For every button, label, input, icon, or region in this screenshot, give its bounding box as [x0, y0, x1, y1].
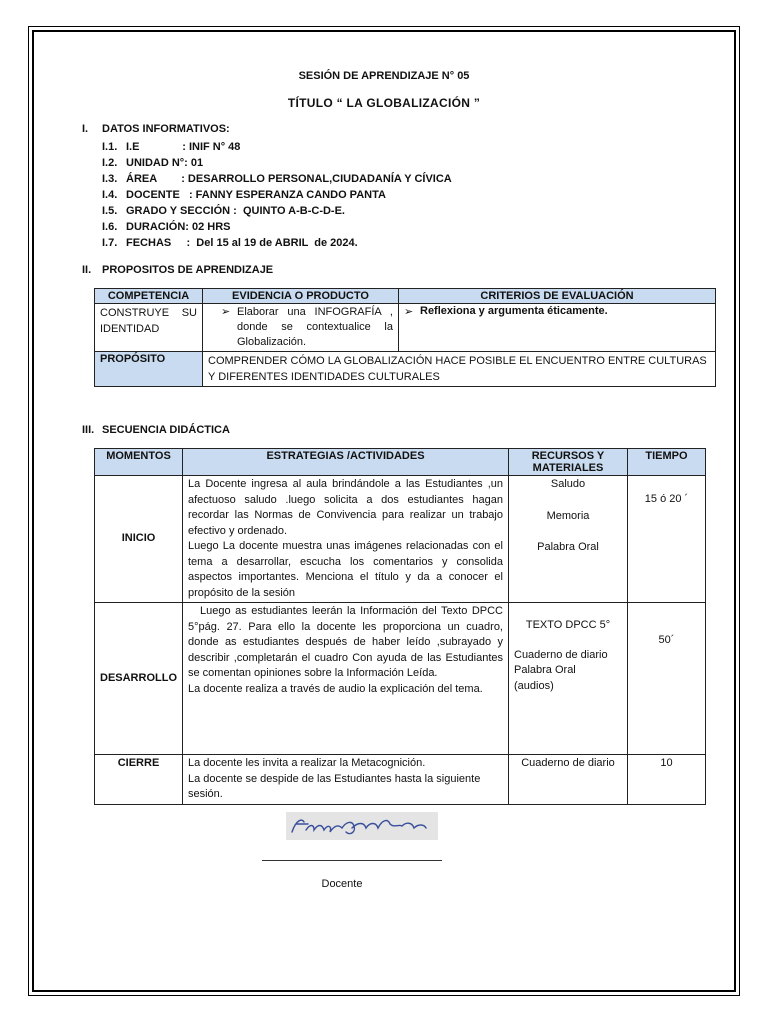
col-header: EVIDENCIA O PRODUCTO — [203, 289, 399, 304]
table-row — [95, 352, 716, 387]
recursos-cell — [509, 476, 628, 603]
propositos-table — [94, 288, 716, 387]
section-number: II. — [82, 264, 92, 276]
actividad-paragraph: La docente se despide de las Estudiantes hasta la siguiente sesión. — [188, 772, 481, 800]
actividades-cell — [183, 755, 509, 805]
actividad-paragraph: La docente les invita a realizar la Metacognición. — [188, 757, 426, 769]
section-number: I. — [82, 123, 89, 135]
col-header: COMPETENCIA — [95, 289, 203, 304]
table-row — [95, 603, 706, 755]
section-datos-informativos — [82, 123, 230, 135]
info-num: I.6. — [102, 221, 118, 233]
info-num: I.5. — [102, 205, 118, 217]
info-item — [102, 219, 452, 235]
tiempo-cell: 15 ó 20 ´ — [628, 476, 706, 603]
competencia-cell: CONSTRUYE SU IDENTIDAD — [95, 304, 203, 352]
tiempo-cell: 10 — [628, 755, 706, 805]
signature-line — [262, 860, 442, 861]
col-header: CRITERIOS DE EVALUACIÓN — [399, 289, 716, 304]
recursos-cell: Cuaderno de diario — [509, 755, 628, 805]
proposito-label: PROPÓSITO — [95, 352, 203, 387]
info-text: ÁREA : DESARROLLO PERSONAL,CIUDADANÍA Y CÍVICA — [126, 173, 452, 185]
recursos-cell — [509, 603, 628, 755]
info-text: FECHAS : Del 15 al 19 de ABRIL de 2024. — [126, 237, 358, 249]
recurso-item: TEXTO DPCC 5° — [525, 619, 611, 631]
info-text: I.E : INIF N° 48 — [126, 141, 241, 153]
criterio-cell — [399, 304, 716, 352]
info-num: I.1. — [102, 141, 118, 153]
momento-cell: DESARROLLO — [95, 603, 183, 755]
info-item — [102, 139, 452, 155]
section-label: DATOS INFORMATIVOS: — [102, 123, 230, 135]
info-item — [102, 171, 452, 187]
recurso-item: Palabra Oral — [537, 541, 599, 553]
proposito-text: COMPRENDER CÓMO LA GLOBALIZACIÓN HACE POSIBLE EL ENCUENTRO ENTRE CULTURAS Y DIFERENTES IDENTIDADES CULTURALES — [203, 352, 716, 387]
info-num: I.7. — [102, 237, 118, 249]
evidencia-item — [221, 305, 393, 350]
signature-role: Docente — [321, 878, 363, 890]
section-label: SECUENCIA DIDÁCTICA — [102, 424, 230, 436]
section-propositos — [82, 264, 273, 276]
col-header: RECURSOS Y MATERIALES — [509, 449, 628, 476]
info-item — [102, 235, 452, 251]
actividades-cell — [183, 476, 509, 603]
info-item — [102, 203, 452, 219]
actividad-paragraph: Luego as estudiantes leerán la Información del Texto DPCC 5°pág. 27. Para ello la docente les proporciona un cuadro, donde as estudiantes después de haber leído ,subrayado y describir ,completarán el cuadro Con ayuda de las Estudiantes se comentan opiniones sobre la Información Leída. — [188, 605, 503, 679]
recurso-item: Cuaderno de diario — [514, 648, 608, 661]
info-item — [102, 187, 452, 203]
bullet-arrow-icon: ➢ — [404, 306, 414, 318]
session-heading: SESIÓN DE APRENDIZAJE N° 05 — [298, 70, 470, 82]
info-text: GRADO Y SECCIÓN : QUINTO A-B-C-D-E. — [126, 205, 345, 217]
actividad-paragraph: La Docente ingresa al aula brindándole a las Estudiantes ,un afectuoso saludo .luego solicita a dos estudiantes hagan recordar las Normas de Convivencia para realizar un trabajo efectivo y ordenado. — [188, 478, 503, 537]
info-item — [102, 155, 452, 171]
actividad-paragraph: La docente realiza a través de audio la explicación del tema. — [188, 682, 483, 695]
bullet-arrow-icon: ➢ — [221, 306, 231, 318]
recurso-item: (audios) — [514, 679, 554, 692]
info-num: I.2. — [102, 157, 118, 169]
table-row — [95, 304, 716, 352]
section-secuencia — [82, 424, 230, 436]
criterio-text: Reflexiona y argumenta éticamente. — [420, 305, 608, 317]
col-header: ESTRATEGIAS /ACTIVIDADES — [183, 449, 509, 476]
evidencia-text: Elaborar una INFOGRAFÍA , donde se contextualice la Globalización. — [237, 306, 393, 348]
info-text: UNIDAD N°: 01 — [126, 157, 204, 169]
evidencia-cell — [203, 304, 399, 352]
recurso-item: Saludo — [550, 478, 586, 490]
tiempo-cell: 50´ — [628, 603, 706, 755]
col-header: MOMENTOS — [95, 449, 183, 476]
signature-image — [286, 812, 438, 840]
actividades-cell — [183, 603, 509, 755]
secuencia-table — [94, 448, 706, 805]
criterio-item — [404, 305, 710, 318]
table-header-row — [95, 449, 706, 476]
info-text: DURACIÓN: 02 HRS — [126, 221, 231, 233]
momento-cell: CIERRE — [95, 755, 183, 805]
col-header: TIEMPO — [628, 449, 706, 476]
info-text: DOCENTE : FANNY ESPERANZA CANDO PANTA — [126, 189, 386, 201]
momento-cell: INICIO — [95, 476, 183, 603]
recurso-item: Memoria — [546, 509, 590, 522]
actividad-paragraph: Luego La docente muestra unas imágenes relacionadas con el tema a desarrollar, escucha los comentarios y consolida aspectos importantes. Menciona el título y da a conocer el propósito de la sesión — [188, 540, 503, 599]
info-num: I.4. — [102, 189, 118, 201]
section-label: PROPOSITOS DE APRENDIZAJE — [102, 264, 274, 276]
info-list — [102, 139, 452, 251]
table-row — [95, 476, 706, 603]
page-title: TÍTULO “ LA GLOBALIZACIÓN ” — [287, 96, 481, 110]
table-row — [95, 755, 706, 805]
info-num: I.3. — [102, 173, 118, 185]
signature-graphic — [286, 812, 438, 840]
table-header-row — [95, 289, 716, 304]
section-number: III. — [82, 424, 95, 436]
recurso-item: Palabra Oral — [514, 664, 576, 676]
